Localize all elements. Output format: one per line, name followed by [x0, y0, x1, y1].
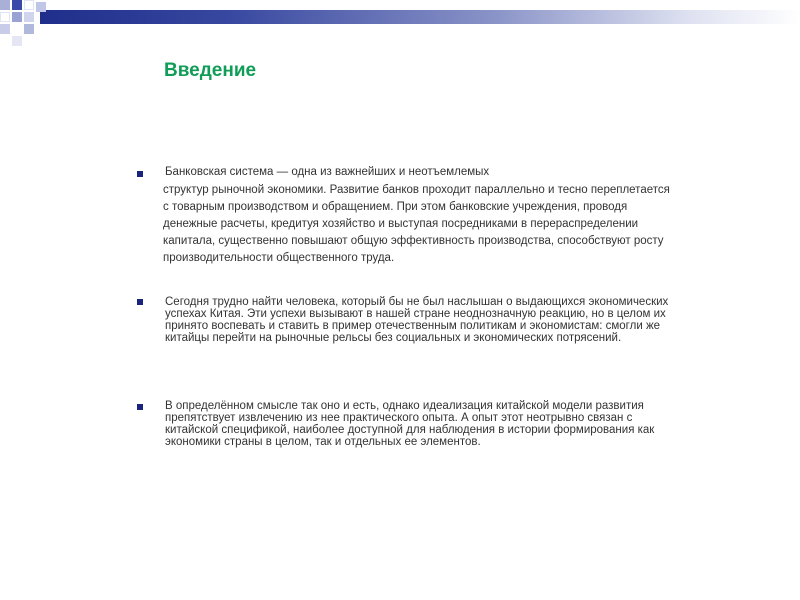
slide-title: Введение: [164, 60, 257, 81]
paragraph-first-line: Банковская система — одна из важнейших и неотъемлемых: [165, 166, 490, 178]
bullet-square-icon: [137, 299, 143, 305]
paragraph-text: структур рыночной экономики. Развитие банков проходит параллельно и тесно переплетается с товарным производством и обращением. При этом банковские учреждения, проводя денежные расчеты, кредитуя хозяйство и выступая посредниками в перераспределении капитала, существенно повышают общую эффективность производства, способствуют росту производительности общественного труда.: [163, 184, 670, 264]
paragraph-text: Сегодня трудно найти человека, который бы не был наслышан о выдающихся экономических успехах Китая. Эти успехи вызывают в нашей стране неоднозначную реакцию, но в целом их принято воспевать и ставить в пример отечественным политикам и экономистам: смогли же китайцы перейти на рыночные рельсы без социальных и экономических потрясений.: [165, 296, 669, 344]
bullet-square-icon: [137, 171, 143, 177]
bullet-square-icon: [137, 404, 143, 410]
paragraph-text: В определённом смысле так оно и есть, однако идеализация китайской модели развития препятствует извлечению из нее практического опыта. А опыт этот неотрывно связан с китайской спецификой, наиболее доступной для наблюдения в истории формирования как экономики страны в целом, так и отдельных ее элементов.: [165, 400, 655, 448]
